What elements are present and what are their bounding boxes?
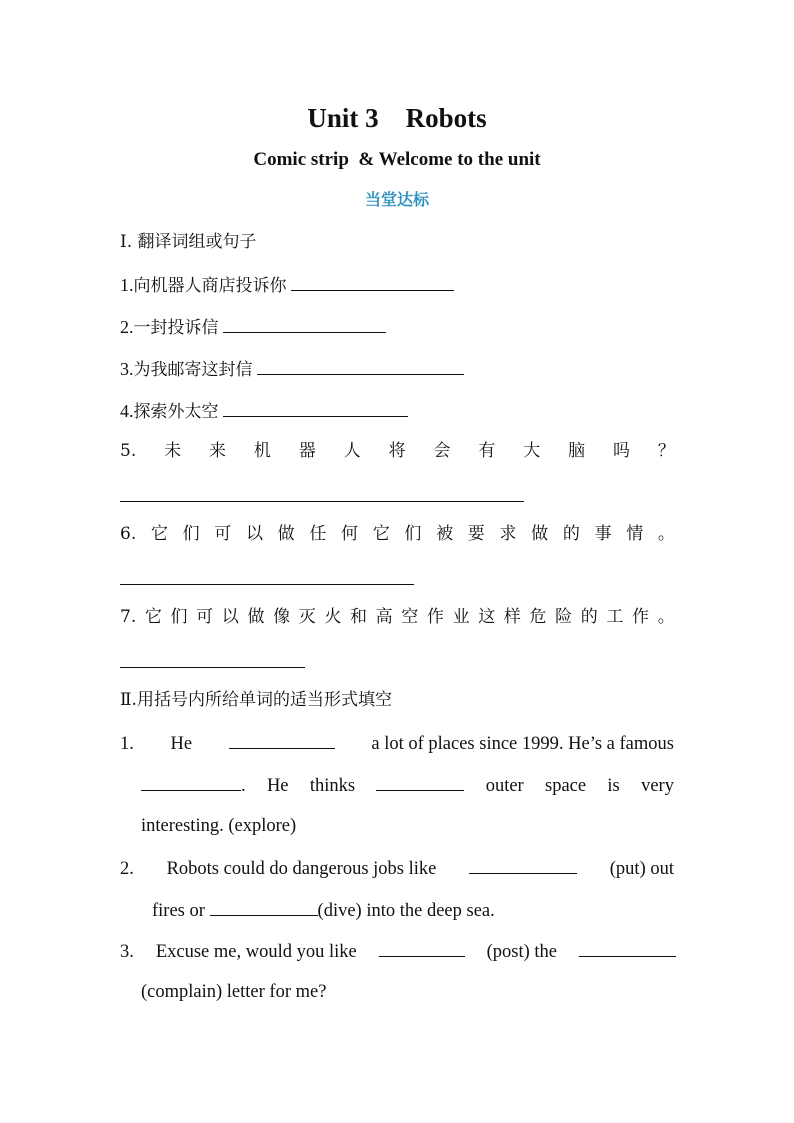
part2-q1-line2: . He thinks outer space is very xyxy=(141,771,674,799)
answer-blank[interactable] xyxy=(223,397,408,417)
part1-heading: Ⅰ. 翻译词组或句子 xyxy=(120,232,257,252)
part2-q3-line1: 3. Excuse me, would you like (post) the xyxy=(120,937,676,965)
answer-line[interactable] xyxy=(120,583,414,585)
part2-q2-line2: fires or (dive) into the deep sea. xyxy=(152,896,495,924)
part2-q2-line1: 2. Robots could do dangerous jobs like (put) out xyxy=(120,854,674,882)
part2-q3-line2: (complain) letter for me? xyxy=(141,982,327,1002)
part2-q1-line3: interesting. (explore) xyxy=(141,816,297,836)
part1-item-4: 4.探索外太空 xyxy=(120,397,408,425)
answer-blank[interactable] xyxy=(223,313,386,333)
answer-blank[interactable] xyxy=(376,771,464,791)
answer-line[interactable] xyxy=(120,500,524,502)
answer-blank[interactable] xyxy=(141,771,241,791)
unit-title: Unit 3 Robots xyxy=(307,103,487,133)
part1-item-3: 3.为我邮寄这封信 xyxy=(120,355,464,383)
answer-blank[interactable] xyxy=(379,937,465,957)
part1-item-1: 1.向机器人商店投诉你 xyxy=(120,271,454,299)
part1-item-5: 5. 未 来 机 器 人 将 会 有 大 脑 吗 ？ xyxy=(120,441,675,461)
part2-q1-line1: 1. He a lot of places since 1999. He’s a famous xyxy=(120,729,674,757)
part1-item-6: 6. 它 们 可 以 做 任 何 它 们 被 要 求 做 的 事 情 。 xyxy=(120,524,675,544)
answer-blank[interactable] xyxy=(210,896,318,916)
answer-blank[interactable] xyxy=(469,854,577,874)
part1-item-2: 2.一封投诉信 xyxy=(120,313,386,341)
answer-blank[interactable] xyxy=(229,729,335,749)
section-label: 当堂达标 xyxy=(364,190,429,209)
answer-blank[interactable] xyxy=(291,271,454,291)
answer-blank[interactable] xyxy=(579,937,676,957)
answer-blank[interactable] xyxy=(257,355,464,375)
part1-item-7: 7. 它 们 可 以 做 像 灭 火 和 高 空 作 业 这 样 危 险 的 工 作 。 xyxy=(120,607,675,627)
answer-line[interactable] xyxy=(120,666,305,668)
part2-heading: Ⅱ.用括号内所给单词的适当形式填空 xyxy=(120,690,392,710)
unit-subtitle: Comic strip & Welcome to the unit xyxy=(253,149,541,170)
